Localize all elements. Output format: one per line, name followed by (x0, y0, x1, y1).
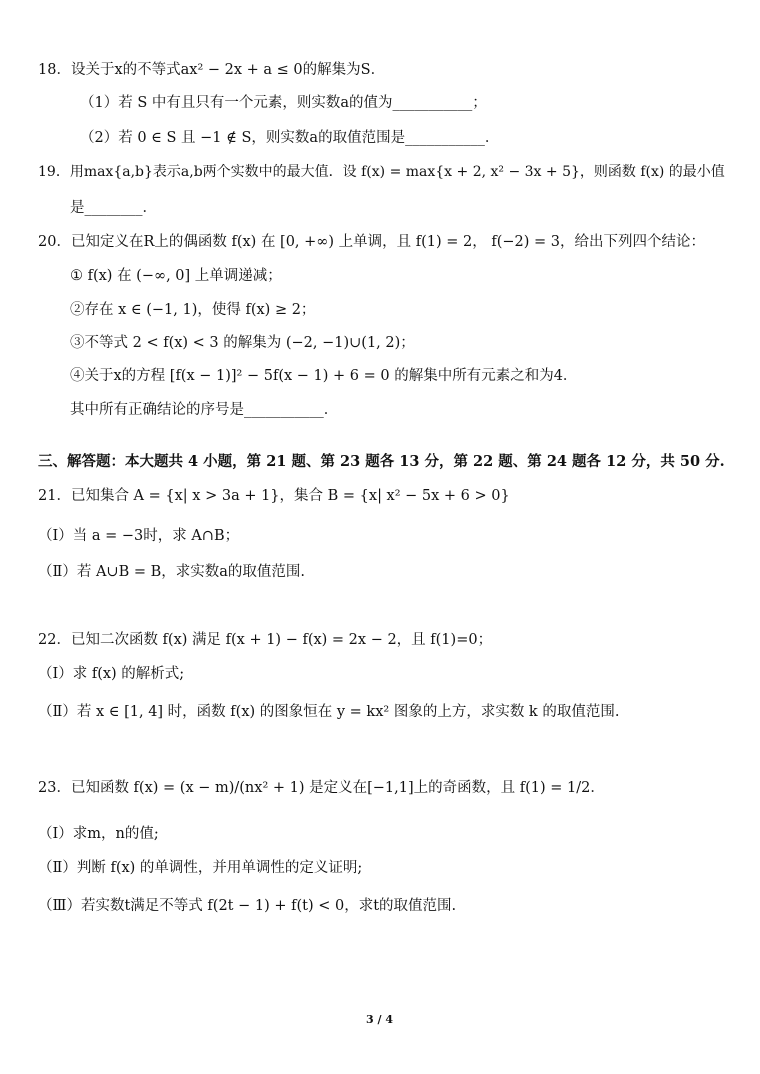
q21-part-2: （Ⅱ）若 A∪B = B，求实数a的取值范围. (38, 564, 306, 580)
q22-stem: 22．已知二次函数 f(x) 满足 f(x + 1) − f(x) = 2x − 2，且 f(1)=0； (38, 632, 493, 648)
q22-part-1: （Ⅰ）求 f(x) 的解析式; (38, 666, 185, 682)
q20-stem: 20．已知定义在R上的偶函数 f(x) 在 [0, +∞) 上单调，且 f(1) = 2， f(−2) = 3，给出下列四个结论： (38, 234, 706, 250)
q20-conclusion-3: ③不等式 2 < f(x) < 3 的解集为 (−2, −1)∪(1, 2)； (70, 335, 415, 351)
page-number: 3 / 4 (366, 1013, 393, 1026)
q18-part1: （1）若 S 中有且只有一个元素，则实数a的值为___________； (80, 95, 487, 111)
q20-conclusion-4: ④关于x的方程 [f(x − 1)]² − 5f(x − 1) + 6 = 0 的解集中所有元素之和为4． (70, 368, 578, 384)
q18-stem: 18．设关于x的不等式ax² − 2x + a ≤ 0的解集为S． (38, 62, 386, 78)
section-3-heading: 三、解答题：本大题共 4 小题，第 21 题、第 23 题各 13 分，第 22 题、第 24 题各 12 分，共 50 分. (38, 453, 725, 470)
q23-stem: 23．已知函数 f(x) = (x − m)/(nx² + 1) 是定义在[−1,1]上的奇函数，且 f(1) = 1/2． (38, 780, 605, 796)
q18-part2: （2）若 0 ∈ S 且 −1 ∉ S，则实数a的取值范围是___________． (80, 130, 500, 146)
q19-line1: 19．用max{a,b}表示a,b两个实数中的最大值．设 f(x) = max{x + 2, x² − 3x + 5}，则函数 f(x) 的最小值 (38, 164, 725, 180)
q23-part-2: （Ⅱ）判断 f(x) 的单调性，并用单调性的定义证明; (38, 860, 363, 876)
q22-part-2: （Ⅱ）若 x ∈ [1, 4] 时，函数 f(x) 的图象恒在 y = kx² 图象的上方，求实数 k 的取值范围. (38, 704, 620, 720)
q23-part-3: （Ⅲ）若实数t满足不等式 f(2t − 1) + f(t) < 0，求t的取值范围. (38, 898, 457, 914)
q20-conclusion-2: ②存在 x ∈ (−1, 1)，使得 f(x) ≥ 2； (70, 302, 316, 318)
q21-stem: 21．已知集合 A = {x| x > 3a + 1}，集合 B = {x| x² − 5x + 6 > 0} (38, 488, 510, 504)
q20-question: 其中所有正确结论的序号是___________． (70, 402, 339, 418)
q20-conclusion-1: ① f(x) 在 (−∞, 0] 上单调递减； (70, 268, 282, 284)
q21-part-1: （Ⅰ）当 a = −3时，求 A∩B； (38, 528, 240, 544)
q23-part-1: （Ⅰ）求m，n的值; (38, 826, 159, 842)
q19-line2: 是________． (70, 200, 157, 216)
